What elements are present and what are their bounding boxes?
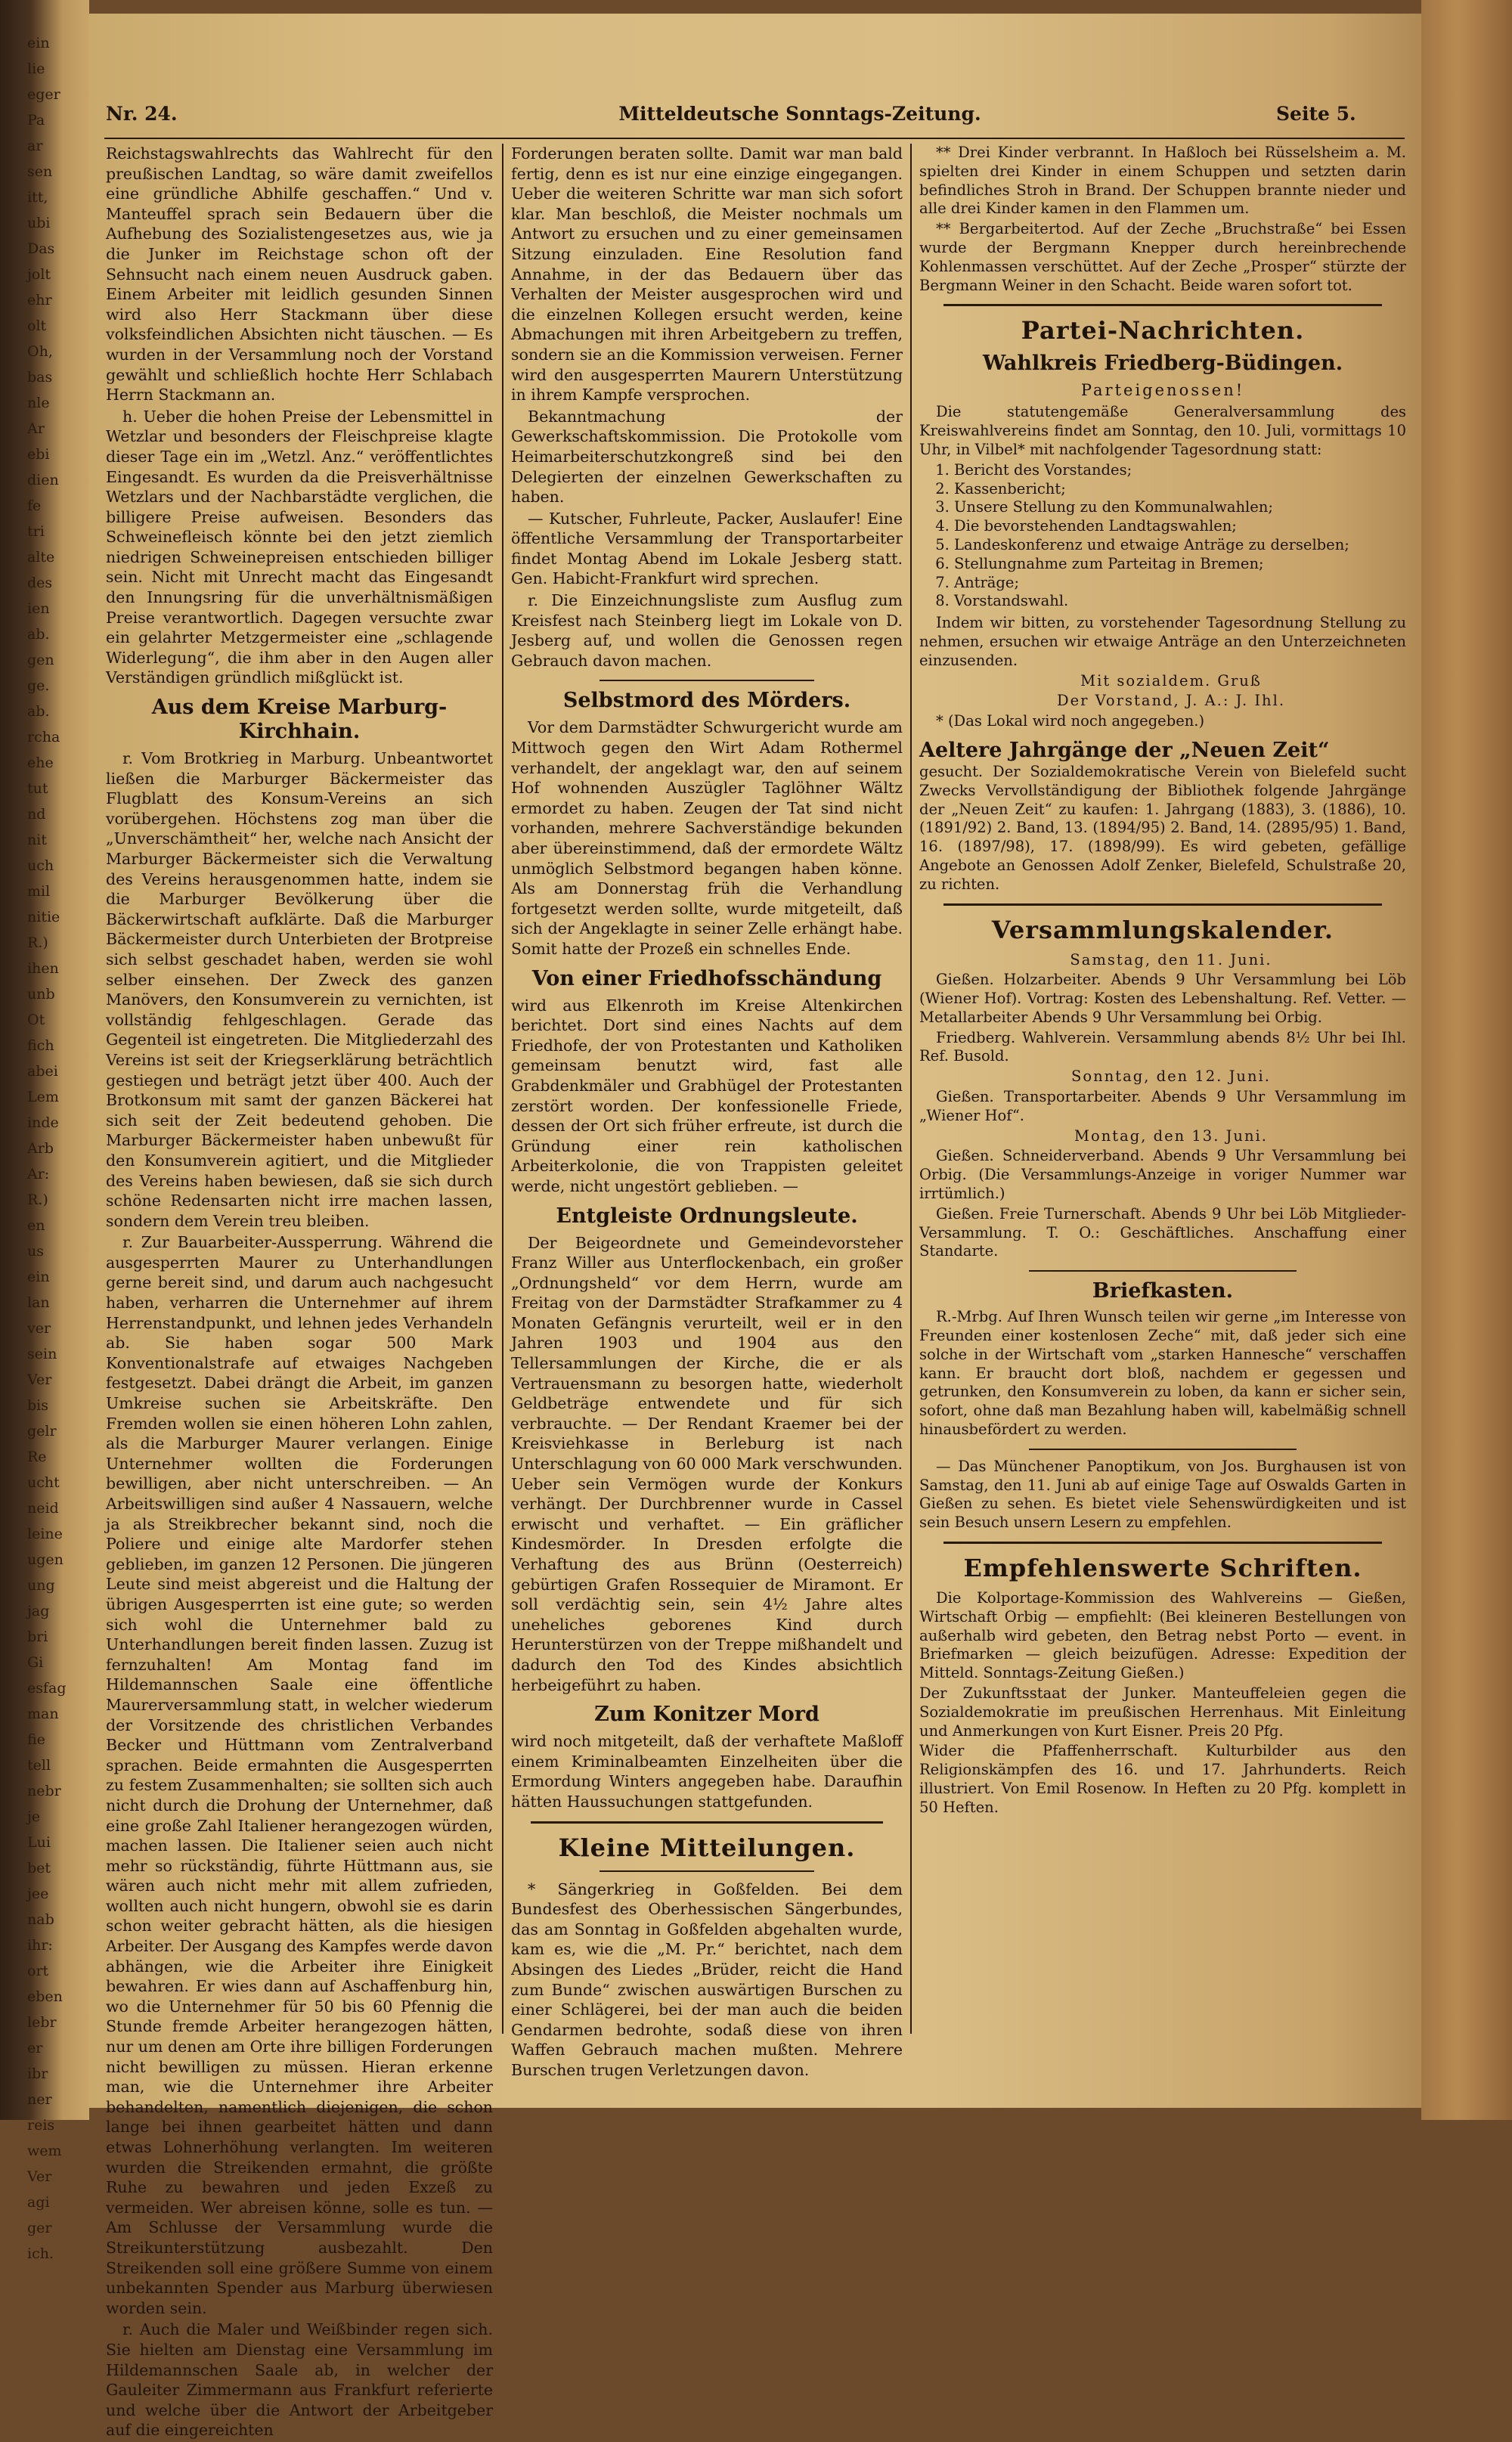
agenda-item: 2. Kassenbericht;	[954, 480, 1406, 499]
calendar-day: Montag, den 13. Juni.	[1074, 1126, 1268, 1145]
spine-fragment: Ver	[27, 2168, 52, 2185]
spine-fragment: je	[27, 1808, 41, 1825]
spine-fragment: Das	[27, 240, 55, 257]
agenda-item: 6. Stellungnahme zum Parteitag in Bremen;	[954, 555, 1406, 574]
column-1	[106, 144, 493, 2442]
spine-fragment: nab	[27, 1911, 54, 1928]
previous-page-fragments	[27, 30, 86, 2262]
column-3	[919, 144, 1406, 1819]
spine-fragment: olt	[27, 318, 47, 334]
agenda-item: 4. Die bevorstehenden Landtagswahlen;	[954, 517, 1406, 536]
spine-fragment: bis	[27, 1397, 48, 1414]
spine-fragment: wem	[27, 2143, 62, 2159]
article-text: Forderungen beraten sollte. Damit war man bald fertig, denn es ist nur eine einzige eingegangen. Ueber die weiteren Schritte war man sich sofort klar. Man beschloß, die Meister nochmals um Antwort zu ersuchen und zu einer gemeinsamen Sitzung einzuladen. Eine Resolution fand Annahme, in der das Bedauern über das Verhalten der Meister ausgesprochen wird und die einzelnen Kollegen ersucht werden, keine Abmachungen mit ihren Arbeitgebern zu treffen, sondern sie an die Kommission verweisen. Ferner wird den ausgesperrten Maurern Unterstützung in ihrem Kampfe versprochen.	[511, 144, 903, 404]
spine-fragment: ich.	[27, 2245, 54, 2262]
section-heading: Empfehlenswerte Schriften.	[963, 1554, 1362, 1583]
book-entry: Der Zukunftsstaat der Junker. Manteuffeleien gegen die Sozialdemokratie im preußischen Herrenhaus. Mit Einleitung und Anmerkungen von Kurt Eisner. Preis 20 Pfg.	[919, 1684, 1406, 1740]
spine-fragment: Re	[27, 1449, 47, 1465]
page-stack-edge	[1421, 0, 1512, 2120]
section-heading: Entgleiste Ordnungsleute.	[556, 1204, 858, 1228]
calendar-day: Samstag, den 11. Juni.	[1070, 950, 1272, 968]
article-text: — Das Münchener Panoptikum, von Jos. Burghausen ist von Samstag, den 11. Juni ab auf einige Tage auf Oswalds Garten in Gießen zu sehen. Es bietet viele Sehenswürdigkeiten und ist sein Besuch unsern Lesern zu empfehlen.	[919, 1457, 1406, 1532]
spine-fragment: ein	[27, 1269, 50, 1285]
calendar-day: Sonntag, den 12. Juni.	[1071, 1068, 1271, 1086]
agenda-item: 1. Bericht des Vorstandes;	[954, 461, 1406, 480]
spine-fragment: nitie	[27, 909, 60, 925]
spine-fragment: inde	[27, 1114, 59, 1131]
calendar-entry: Gießen. Freie Turnerschaft. Abends 9 Uhr bei Löb Mitglieder-Versammlung. T. O.: Geschäftliches. Anschaffung einer Standarte.	[919, 1204, 1406, 1260]
agenda-list	[919, 461, 1406, 611]
spine-fragment: er	[27, 2040, 43, 2056]
article-text: r. Die Einzeichnungsliste zum Ausflug zum Kreisfest nach Steinberg liegt im Lokale von D. Jesberg auf, und wollen die Genossen regen Gebrauch davon machen.	[511, 591, 903, 670]
spine-fragment: bet	[27, 1860, 51, 1876]
spine-fragment: eben	[27, 1988, 63, 2005]
section-rule	[943, 1542, 1382, 1544]
spine-fragment: nd	[27, 806, 46, 823]
page-number: Seite 5.	[1276, 103, 1356, 125]
article-text: Bekanntmachung der Gewerkschaftskommission. Die Protokolle vom Heimarbeiterschutzkongreß sind bei den Delegierten der einzelnen Gewerkschaften zu haben.	[511, 407, 903, 507]
agenda-item: 8. Vorstandswahl.	[954, 592, 1406, 611]
spine-fragment: ab.	[27, 703, 50, 720]
article-text: ** Drei Kinder verbrannt. In Haßloch bei Rüsselsheim a. M. spielten drei Kinder in einem Schuppen und setzten darin befindliches Stroh in Brand. Der Schuppen brannte nieder und alle drei Kinder kamen in den Flammen um.	[919, 144, 1406, 218]
spine-fragment: nle	[27, 395, 50, 411]
agenda-item: 3. Unsere Stellung zu den Kommunalwahlen;	[954, 498, 1406, 517]
spine-fragment: alte	[27, 549, 55, 566]
salutation: Parteigenossen!	[1080, 381, 1245, 400]
spine-fragment: tut	[27, 780, 48, 797]
spine-fragment: agi	[27, 2194, 50, 2211]
spine-fragment: R.)	[27, 1192, 48, 1208]
spine-fragment: Lem	[27, 1089, 59, 1105]
subsection-heading: Aeltere Jahrgänge der „Neuen Zeit“	[919, 738, 1330, 762]
spine-fragment: Ar:	[27, 1166, 50, 1182]
spine-fragment: abei	[27, 1063, 58, 1080]
spine-fragment: ein	[27, 35, 50, 51]
book-entry: Wider die Pfaffenherrschaft. Kulturbilder aus den Religionskämpfen des 16. und 17. Jahrhunderts. Reich illustriert. Von Emil Rosenow. In Heften zu 20 Pfg. komplett in 50 Heften.	[919, 1742, 1406, 1816]
spine-fragment: Arb	[27, 1140, 54, 1157]
spine-fragment: ver	[27, 1320, 51, 1337]
article-text: R.-Mrbg. Auf Ihren Wunsch teilen wir gerne „im Interesse von Freunden einer kostenlosen Zeche“ mit, daß jeder sich eine solche in der Wirtschaft vom „starken Hannesche“ verschaffen kann. Er braucht dort bloß, nachdem er gegessen und getrunken, den Konsumverein zu loben, da kann er sicher sein, sofort, ohne daß man Bezahlung haben will, kabelmäßig schnell hinausbefördert zu werden.	[919, 1308, 1406, 1439]
greeting: Mit sozialdem. Gruß	[1080, 671, 1262, 690]
section-heading: Briefkasten.	[1092, 1279, 1234, 1303]
spine-fragment: Lui	[27, 1834, 51, 1851]
spine-fragment: ehe	[27, 755, 54, 771]
spine-fragment: bri	[27, 1629, 48, 1645]
section-heading: Aus dem Kreise Marburg-Kirchhain.	[151, 696, 448, 744]
spine-fragment: jag	[27, 1603, 50, 1619]
article-text: Die statutengemäße Generalversammlung des Kreiswahlvereins findet am Sonntag, den 10. Juli, vormittags 10 Uhr, in Vilbel* mit nachfolgender Tagesordnung statt:	[919, 403, 1406, 458]
spine-fragment: uch	[27, 857, 54, 874]
spine-fragment: dien	[27, 472, 59, 488]
newspaper-page	[89, 14, 1497, 2440]
spine-fragment: R.)	[27, 934, 48, 951]
spine-fragment: fich	[27, 1037, 54, 1054]
newspaper-title: Mitteldeutsche Sonntags-Zeitung.	[618, 103, 981, 125]
spine-fragment: lebr	[27, 2014, 57, 2031]
section-heading: Kleine Mitteilungen.	[558, 1833, 856, 1862]
spine-fragment: mil	[27, 883, 51, 900]
spine-fragment: itt,	[27, 189, 48, 206]
section-heading: Partei-Nachrichten.	[1021, 316, 1305, 346]
spine-fragment: en	[27, 1217, 45, 1234]
spine-fragment: lan	[27, 1294, 50, 1311]
article-text: h. Ueber die hohen Preise der Lebensmittel in Wetzlar und besonders der Fleischpreise klagte dieser Tage ein im „Wetzl. Anz.“ veröffentlichtes Eingesandt. Es wurden da die Preisverhältnisse Wetzlars und der Nachbarstädte verglichen, die billigere Preise aufweisen. Besonders das Schweinefleisch könnte bei den jetzt ziemlich niedrigen Schweinepreisen entschieden billiger sein. Nicht mit Unrecht macht das Eingesandt den Innungsring für die unverhältnismäßigen Preise verantwortlich. Dagegen versuchte zwar ein gelahrter Metzgermeister eine „schlagende Widerlegung“, die ihm aber in den Augen aller Verständigen gründlich mißglückt ist.	[106, 407, 493, 687]
spine-fragment: Gi	[27, 1654, 44, 1671]
article-text: — Kutscher, Fuhrleute, Packer, Auslaufer! Eine öffentliche Versammlung der Transportarbeiter findet Montag Abend im Lokale Jesberg statt. Gen. Habicht-Frankfurt wird sprechen.	[511, 509, 903, 588]
spine-fragment: ibr	[27, 2065, 48, 2082]
spine-fragment: us	[27, 1243, 44, 1260]
article-text: Reichstagswahlrechts das Wahlrecht für den preußischen Landtag, so wäre damit zweifellos eine gründliche Abhilfe geschaffen.“ Und v. Manteuffel sprach sein Bedauern über die Aufhebung des Sozialistengesetzes aus, wie ja die Junker im Reichstage schon oft der Sehnsucht nach einem neuen Ausdruck gaben. Einem Arbeiter mit leidlich gesunden Sinnen wird also Herr Stackmann über diese volksfeindlichen Absichten nicht täuschen. — Es wurden in der Versammlung noch der Vorstand gewählt und schließlich hochte Herr Schlabach Herrn Stackmann an.	[106, 144, 493, 404]
article-text: r. Zur Bauarbeiter-Aussperrung. Während die ausgesperrten Maurer zu Unterhandlungen gerne bereit sind, und darum auch nachgesucht haben, verharren die Unternehmer auf ihrem Herrenstandpunkt, und lehnen jedes Verhandeln ab. Sie haben sogar 500 Mark Konventionalstrafe auf etwaiges Nachgeben festgesetzt. Dabei drängt die Arbeit, im ganzen Umkreise suchen sie Arbeitskräfte. Den Fremden wollen sie einen höheren Lohn zahlen, als die Marburger Maurer verlangen. Einige Unternehmer wollten die Forderungen bewilligen, aber nicht unterschreiben. — An Arbeitswilligen sind außer 4 Nassauern, welche ja als Streikbrecher bekannt sind, noch die Poliere und einige alte Mardorfer stehen geblieben, im ganzen 12 Personen. Die jüngeren Leute sind meist abgereist und die Haltung der übrigen Ausgesperrten ist eine gute; so werden sich wohl die Unternehmer bald zu Unterhandlungen bereit finden lassen. Zuzug ist fernzuhalten! Am Montag fand im Hildemannschen Saale eine öffentliche Maurerversammlung statt, in welcher wiederum der Vorsitzende des christlichen Verbandes Becker und Hüttmann vom Zentralverband sprachen. Beide ermahnten die Ausgesperrten zu festem Zusammenhalten; sie sollten sich auch nicht durch die Drohung der Unternehmer, daß eine große Zahl Italiener herangezogen würden, machen lassen. Die Italiener seien auch nicht mehr so rückständig, führte Hüttmann aus, sie wären auch nicht mehr mit allem zufrieden, wollten auch nicht hungern, obwohl sie es darin schon weiter gebracht hätten, als die hiesigen Arbeiter. Der Ausgang des Kampfes werde davon abhängen, wie die Arbeiter ihre Einigkeit bewahren. Er wies dann auf Aschaffenburg hin, wo die Unternehmer für 50 bis 60 Pfennig die Stunde fremde Arbeiter herangezogen hätten, nur um denen am Orte ihre billigen Forderungen nicht bewilligen zu müssen. Hieran erkenne man, wie die Unternehmer ihre Arbeiter behandelten, namentlich diejenigen, die schon lange bei ihnen gearbeitet hätten und dann etwas Lohnerhöhung verlangten. Im weiteren wurden die Streikenden ermahnt, die größte Ruhe zu bewahren und jeden Exzeß zu vermeiden. Wer abreisen könne, solle es tun. — Am Schlusse der Versammlung wurde die Streikunterstützung ausbezahlt. Den Streikenden soll eine größere Summe von einem unbekannten Spender aus Marburg überwiesen worden sein.	[106, 1233, 493, 2317]
column-divider	[502, 144, 503, 2034]
column-2	[511, 144, 903, 2081]
spine-fragment: ge.	[27, 677, 50, 694]
spine-fragment: reis	[27, 2117, 55, 2134]
spine-fragment: leine	[27, 1526, 63, 1542]
spine-fragment: ihr:	[27, 1937, 53, 1954]
calendar-entry: Friedberg. Wahlverein. Versammlung abends 8½ Uhr bei Ihl. Ref. Busold.	[919, 1028, 1406, 1065]
spine-fragment: ebi	[27, 446, 50, 463]
section-rule	[600, 1870, 815, 1872]
section-rule	[943, 903, 1382, 906]
spine-fragment: ger	[27, 2220, 52, 2236]
section-heading: Von einer Friedhofsschändung	[531, 966, 882, 990]
spine-fragment: ucht	[27, 1474, 60, 1491]
spine-fragment: Pa	[27, 112, 45, 129]
spine-fragment: ubi	[27, 215, 51, 231]
spine-fragment: gelr	[27, 1423, 57, 1439]
spine-fragment: Ot	[27, 1012, 45, 1028]
spine-fragment: bas	[27, 369, 53, 386]
header-rule	[104, 138, 1405, 139]
spine-fragment: ung	[27, 1577, 55, 1594]
article-text: Indem wir bitten, zu vorstehender Tagesordnung Stellung zu nehmen, ersuchen wir etwaige Anträge an den Unterzeichneten einzusenden.	[919, 614, 1406, 669]
section-rule	[943, 304, 1382, 306]
calendar-entry: Gießen. Schneiderverband. Abends 9 Uhr Versammlung bei Orbig. (Die Versammlungs-Anzeige in voriger Nummer war irrtümlich.)	[919, 1147, 1406, 1203]
article-text: ** Bergarbeitertod. Auf der Zeche „Bruchstraße“ bei Essen wurde der Bergmann Knepper durch hereinbrechende Kohlenmassen verschüttet. Auf der Zeche „Prosper“ stürzte der Bergmann Weiner in den Schacht. Beide waren sofort tot.	[919, 220, 1406, 294]
spine-fragment: ar	[27, 138, 43, 154]
spine-fragment: gen	[27, 652, 54, 668]
spine-fragment: tell	[27, 1757, 51, 1774]
section-heading: Selbstmord des Mörders.	[562, 689, 851, 713]
spine-fragment: ien	[27, 600, 50, 617]
spine-fragment: Ar	[27, 420, 45, 437]
spine-fragment: nit	[27, 832, 47, 848]
spine-fragment: Oh,	[27, 343, 53, 360]
spine-fragment: sein	[27, 1346, 57, 1362]
spine-fragment: ehr	[27, 292, 52, 308]
agenda-item: 7. Anträge;	[954, 574, 1406, 593]
article-text: wird noch mitgeteilt, daß der verhaftete Maßloff einem Kriminalbeamten Einzelheiten über die Ermordung Winters angegeben habe. Daraufhin hätten Haussuchungen stattgefunden.	[511, 1732, 903, 1811]
signature: Der Vorstand, J. A.: J. Ihl.	[1056, 692, 1286, 710]
spine-fragment: ihen	[27, 960, 59, 977]
calendar-entry: Gießen. Holzarbeiter. Abends 9 Uhr Versammlung bei Löb (Wiener Hof). Vortrag: Kosten des Lebenshaltung. Ref. Vetter. — Metallarbeiter Abends 9 Uhr Versammlung bei Orbig.	[919, 971, 1406, 1026]
section-heading: Zum Konitzer Mord	[594, 1703, 820, 1727]
book-spine	[0, 0, 89, 2262]
spine-fragment: neid	[27, 1500, 59, 1517]
column-divider	[910, 144, 912, 2034]
article-text: Die Kolportage-Kommission des Wahlvereins — Gießen, Wirtschaft Orbig — empfiehlt: (Bei kleineren Bestellungen von außerhalb wird gebeten, den Betrag nebst Porto — event. in Briefmarken — gleich beizufügen. Adresse: Expedition der Mitteld. Sonntags-Zeitung Gießen.)	[919, 1589, 1406, 1682]
spine-fragment: fie	[27, 1731, 45, 1748]
article-text: * Sängerkrieg in Goßfelden. Bei dem Bundesfest des Oberhessischen Sängerbundes, das am Sonntag in Goßfelden abgehalten wurde, kam es, wie die „M. Pr.“ berichtet, nach dem Absingen des Liedes „Brüder, reicht die Hand zum Bunde“ zwischen auswärtigen Burschen zu einer Schlägerei, bei der man auch die beiden Gendarmen bedrohte, sodaß diese von ihren Waffen Gebrauch machen mußten. Mehrere Burschen trugen Verletzungen davon.	[511, 1880, 903, 2079]
spine-fragment: ab.	[27, 626, 50, 643]
article-text: wird aus Elkenroth im Kreise Altenkirchen berichtet. Dort sind eines Nachts auf dem Friedhofe, der von Protestanten und Katholiken gemeinsam benutzt wird, fast alle Grabdenkmäler und Grabhügel der Protestanten zerstört worden. Der konfessionelle Friede, dessen der Ort sich früher erfreute, ist durch die Gründung einer rein katholischen Arbeiterkolonie, die von Trappisten geleitet werde, nicht ungestört geblieben. —	[511, 996, 903, 1195]
spine-fragment: Ver	[27, 1371, 52, 1388]
footnote: * (Das Lokal wird noch angegeben.)	[936, 712, 1205, 730]
agenda-item: 5. Landeskonferenz und etwaige Anträge zu derselben;	[954, 536, 1406, 555]
issue-number: Nr. 24.	[106, 103, 178, 125]
article-text: r. Auch die Maler und Weißbinder regen sich. Sie hielten am Dienstag eine Versammlung im Hildemannschen Saale ab, in welcher der Gauleiter Zimmermann aus Frankfurt referierte und welche über die Antwort der Arbeitgeber auf die eingereichten	[106, 2320, 493, 2440]
article-text: r. Vom Brotkrieg in Marburg. Unbeantwortet ließen die Marburger Bäckermeister das Flugblatt des Konsum-Vereins an sich vorübergehen. Höchstens zog man über die „Unverschämtheit“ her, welche nach Ansicht der Marburger Bäckermeister sich die Verwaltung des Vereins herausgenommen hatte, indem sie die Marburger Bevölkerung über die Bäckerwirtschaft aufklärte. Daß die Marburger Bäckermeister durch Unterbieten der Brotpreise sich selbst geschadet haben, werden sie wohl selber einsehen. Der Zweck des ganzen Manövers, den Konsumverein zu vernichten, ist vollständig fehlgeschlagen. Gerade das Gegenteil ist eingetreten. Die Mitgliederzahl des Vereins ist seit der Kriegserklärung beträchtlich gestiegen und beträgt jetzt über 400. Auch der Brotkonsum mit samt der ganzen Bäckerei hat sich seit der Zeit bedeutend gehoben. Die Marburger Bäckermeister haben unbewußt für den Konsumverein agitiert, und die Mitglieder des Vereins haben bewiesen, daß sie sich durch schöne Redensarten nicht irre machen lassen, sondern dem Verein treu bleiben.	[106, 749, 493, 1230]
spine-fragment: ner	[27, 2091, 52, 2108]
article-text: gesucht. Der Sozialdemokratische Verein von Bielefeld sucht Zwecks Vervollständigung der Bibliothek folgende Jahrgänge der „Neuen Zeit“ zu kaufen: 1. Jahrgang (1883), 3. (1886), 10. (1891/92) 2. Band, 13. (1894/95) 2. Band, 14. (2895/95) 1. Band, 16. (1897/98), 17. (1898/99). Es wird gebeten, gefällige Angebote an Genossen Adolf Zenker, Bielefeld, Schulstraße 20, zu richten.	[919, 762, 1406, 893]
spine-fragment: des	[27, 575, 53, 591]
subsection-heading: Wahlkreis Friedberg-Büdingen.	[982, 352, 1343, 376]
spine-fragment: jee	[27, 1886, 49, 1902]
spine-fragment: nebr	[27, 1783, 61, 1799]
spine-fragment: fe	[27, 497, 42, 514]
section-heading: Versammlungskalender.	[991, 915, 1334, 944]
spine-fragment: ugen	[27, 1551, 64, 1568]
spine-fragment: esfag	[27, 1680, 67, 1697]
calendar-entry: Gießen. Transportarbeiter. Abends 9 Uhr Versammlung im „Wiener Hof“.	[919, 1088, 1406, 1124]
spine-fragment: sen	[27, 163, 53, 180]
spine-fragment: tri	[27, 523, 45, 540]
spine-fragment: lie	[27, 60, 45, 77]
section-rule	[531, 1821, 883, 1824]
spine-fragment: ort	[27, 1963, 49, 1979]
spine-fragment: man	[27, 1706, 59, 1722]
article-text: Vor dem Darmstädter Schwurgericht wurde am Mittwoch gegen den Wirt Adam Rothermel verhandelt, der angeklagt war, den auf seinem Hof wohnenden Auszügler Taglöhner Wältz ermordet zu haben. Zeugen der Tat sind nicht vorhanden, mehrere Sachverständige bekunden aber übereinstimmend, daß der ermordete Wältz unmöglich Selbstmord begangen haben könne. Als am Donnerstag früh die Verhandlung fortgesetzt werden sollte, wurde mitgeteilt, daß sich der Angeklagte in seiner Zelle erhängt habe. Somit hatte der Prozeß ein schnelles Ende.	[511, 718, 903, 958]
section-rule	[1029, 1270, 1297, 1272]
section-rule	[600, 680, 815, 681]
spine-fragment: rcha	[27, 729, 60, 745]
spine-fragment: jolt	[27, 266, 51, 283]
spine-fragment: unb	[27, 986, 55, 1003]
section-rule	[1029, 1449, 1297, 1450]
spine-fragment: eger	[27, 86, 60, 103]
article-text: Der Beigeordnete und Gemeindevorsteher Franz Willer aus Unterflockenbach, ein großer „Ordnungsheld“ vor dem Herrn, wurde am Freitag von der Darmstädter Strafkammer zu 4 Monaten Gefängnis verurteilt, weil er in den Jahren 1903 und 1904 aus den Tellersammlungen der Kirche, die er als Vertrauensmann zu besorgen hatte, wiederholt Geldbeträge entwendete und für sich verbrauchte. — Der Rendant Kraemer bei der Kreisviehkasse in Berleburg ist nach Unterschlagung von 60 000 Mark verschwunden. Ueber sein Vermögen wurde der Konkurs verhängt. Der Durchbrenner wurde in Cassel erwischt und verhaftet. — Ein gräflicher Kindesmörder. In Dresden erfolgte die Verhaftung des aus Brünn (Oesterreich) gebürtigen Grafen Rossequier de Miramont. Er soll verdächtig sein, sein 4½ Jahre altes uneheliches geborenes Kind durch Herunterstürzen von der Treppe mißhandelt und dadurch den Tod des Kindes absichtlich herbeigeführt zu haben.	[511, 1233, 903, 1694]
